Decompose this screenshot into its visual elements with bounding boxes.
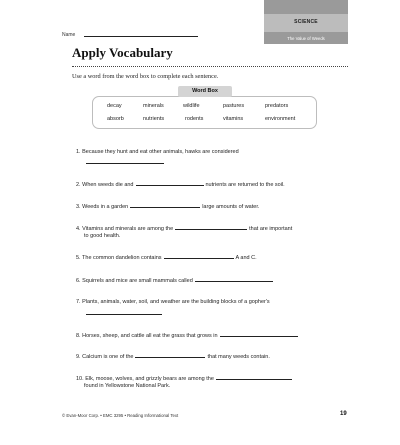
question-6: 6. Squirrels and mice are small mammals called [76,277,275,285]
dotted-divider [72,66,348,67]
answer-blank-4[interactable] [175,228,247,230]
question-8: 8. Horses, sheep, and cattle all eat the grass that grows in [76,332,300,340]
question-3: 3. Weeds in a garden large amounts of water. [76,204,260,210]
question-10: 10. Elk, moose, wolves, and grizzly bears are among the [76,375,294,383]
word-box-word: vitamins [223,116,244,122]
answer-blank-7[interactable] [86,314,162,315]
question-10-continuation: found in Yellowstone National Park. [84,383,171,389]
word-box-word: wildlife [183,103,200,109]
answer-blank-8[interactable] [220,335,298,337]
word-box-word: pastures [223,103,245,109]
subject-label: SCIENCE [294,19,318,25]
page-number: 19 [340,411,347,417]
question-7: 7. Plants, animals, water, soil, and weather are the building blocks of a gopher's [76,299,270,305]
answer-blank-1[interactable] [86,163,164,164]
word-box-word: environment [265,116,296,122]
word-box-word: predators [265,103,289,109]
subject-subtitle: The Value of Weeds [287,36,325,41]
question-9: 9. Calcium is one of the that many weeds contain. [76,354,270,360]
question-2: 2. When weeds die and nutrients are returned to the soil. [76,182,285,188]
answer-blank-9[interactable] [135,356,205,358]
answer-blank-10[interactable] [216,378,292,380]
answer-blank-2[interactable] [136,184,204,186]
question-5: 5. The common dandelion contains A and C. [76,255,257,261]
word-box-word: nutrients [143,116,165,122]
page-title: Apply Vocabulary [72,45,173,60]
answer-blank-6[interactable] [195,280,273,282]
word-box-word: decay [107,103,122,109]
question-1: 1. Because they hunt and eat other animals, hawks are considered [76,149,239,155]
question-4-continuation: to good health. [84,233,121,239]
instructions: Use a word from the word box to complete each sentence. [72,73,219,80]
word-box-word: minerals [143,103,164,109]
word-box-label: Word Box [178,86,232,97]
footer-credit: © Evan-Moor Corp. • EMC 3295 • Reading Informational Text [62,413,179,418]
word-box-word: rodents [185,116,204,122]
word-box-word: absorb [107,116,124,122]
question-4: 4. Vitamins and minerals are among the that are important [76,226,293,232]
word-box [92,96,317,129]
answer-blank-3[interactable] [130,206,200,208]
name-line [84,36,198,37]
name-label: Name [62,32,76,38]
answer-blank-5[interactable] [164,257,234,259]
